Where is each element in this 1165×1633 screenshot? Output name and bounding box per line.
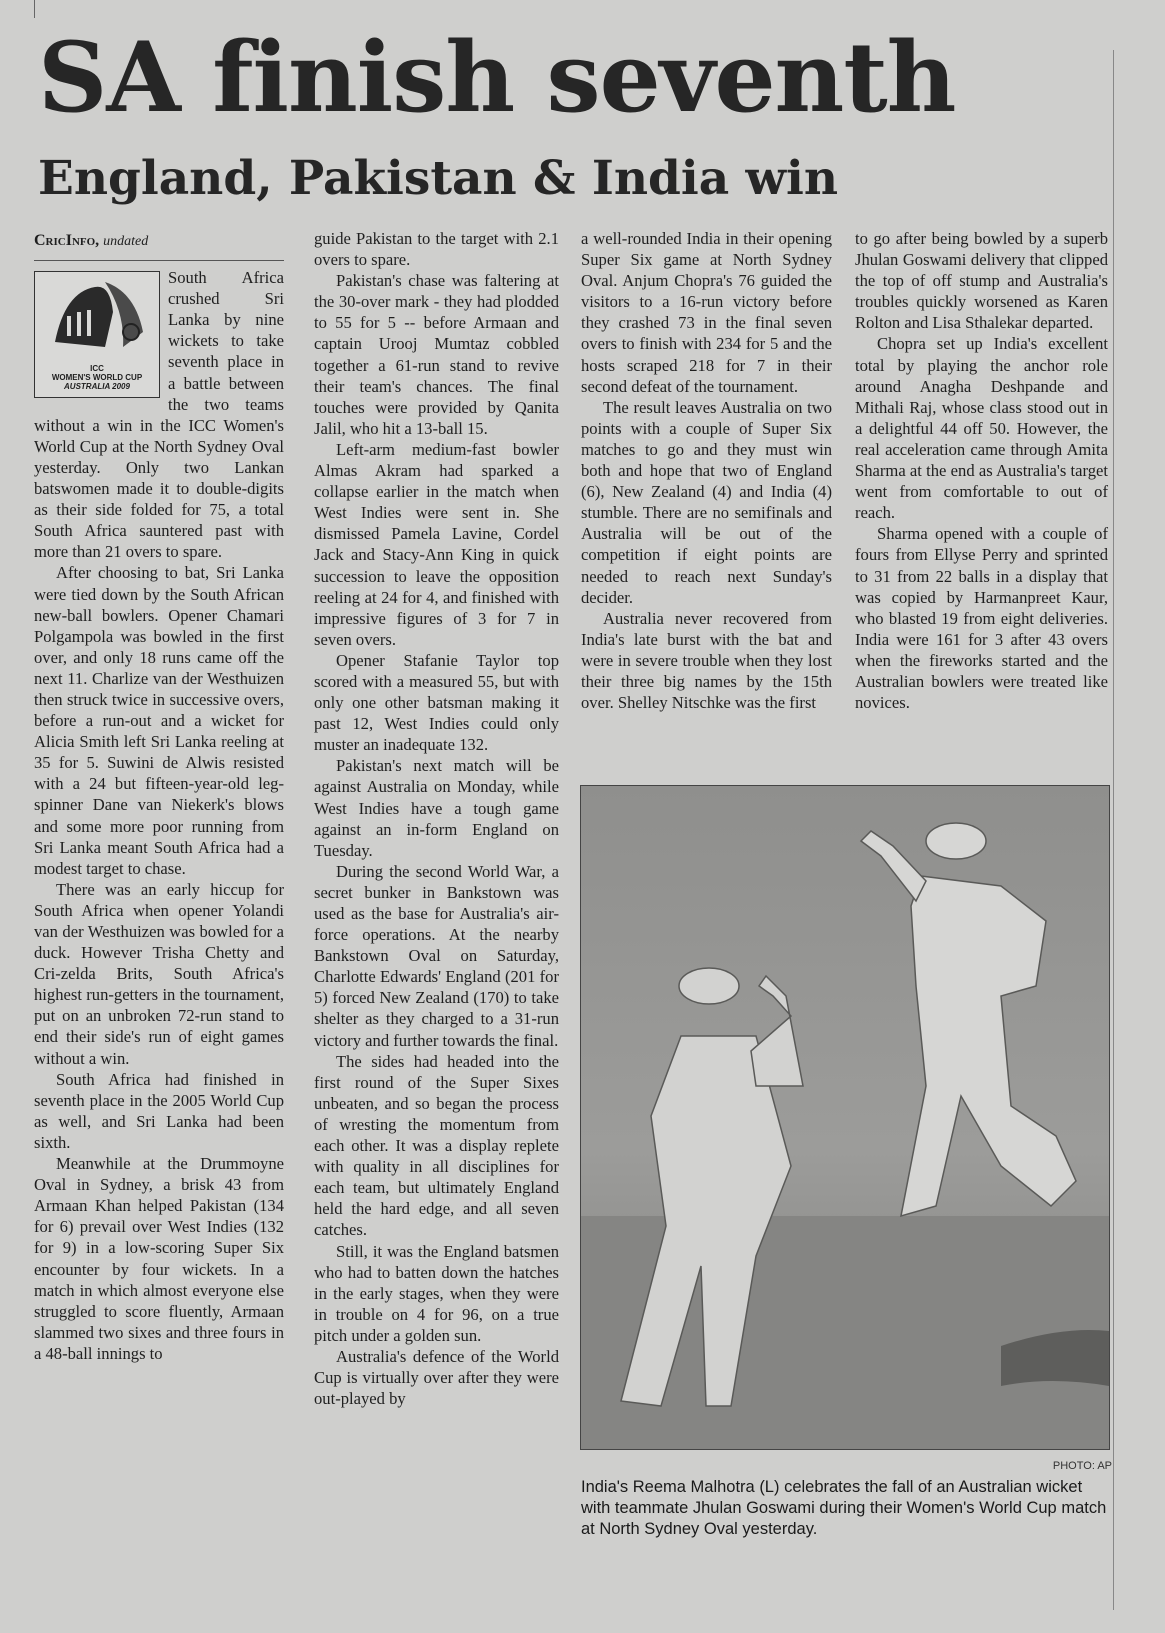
news-photo bbox=[580, 785, 1110, 1450]
byline bbox=[34, 230, 284, 261]
paragraph: Left-arm medium-fast bowler Almas Akram had sparked a collapse earlier in the match when West Indies were sent in. She dismissed Pamela Lavine, Cordel Jack and Stacy-Ann King in quick succession to leave the opposition reeling at 24 for 4, and finished with impressive figures of 3 for 7 in seven overs. bbox=[314, 439, 559, 649]
paragraph: During the second World War, a secret bunker in Bankstown was used as the base for Australia's air-force operations. At the nearby Bankstown Oval on Saturday, Charlotte Edwards' England (201 for 5) forced New Zealand (170) to take shelter as they charged to a 31-run victory and further towards the final. bbox=[314, 861, 559, 1050]
logo-line-3: AUSTRALIA 2009 bbox=[64, 382, 130, 392]
article-column-3 bbox=[581, 228, 832, 713]
paragraph: Sharma opened with a couple of fours from Ellyse Perry and sprinted to 31 from 22 balls in a display that was copied by Harmanpreet Kaur, who blasted 19 from eight deliveries. India were 161 for 3 after 43 overs when the fireworks started and the Australian bowlers were treated like novices. bbox=[855, 524, 1108, 713]
paragraph: The sides had headed into the first round of the Super Sixes unbeaten, and so began the process of wresting the momentum from each other. It was a display replete with quality in all disciplines for each team, but ultimately England held the hard edge, and all seven catches. bbox=[314, 1051, 559, 1240]
world-cup-logo bbox=[34, 271, 160, 398]
article-column-2 bbox=[314, 228, 559, 1409]
paragraph: South Africa crushed Sri Lanka by nine wickets to take seventh place in a battle between the two teams without a win in the ICC Women's World Cup at the North Sydney Oval yesterday. Only two Lankan batswomen made it to double-digits as their side folded for 75, a total South Africa sauntered past with more than 21 overs to spare. bbox=[34, 268, 284, 562]
paragraph: Pakistan's chase was faltering at the 30-over mark - they had plodded to 55 for 5 -- before Armaan and captain Urooj Mumtaz cobbled together a 61-run stand to revive their team's chances. The final touches were provided by Qanita Jalil, who hit a 13-ball 15. bbox=[314, 271, 559, 438]
paragraph: Pakistan's next match will be against Australia on Monday, while West Indies have a tough game against an in-form England on Tuesday. bbox=[314, 756, 559, 860]
column-rule bbox=[34, 0, 35, 18]
paragraph: Australia's defence of the World Cup is virtually over after they were out-played by bbox=[314, 1346, 559, 1409]
cricket-logo-icon bbox=[35, 272, 157, 362]
paragraph: Opener Stafanie Taylor top scored with a measured 55, but with only one other batsman making it past 12, West Indies could only muster an inadequate 132. bbox=[314, 650, 559, 755]
article-column-4 bbox=[855, 228, 1108, 713]
logo-line-2: WOMEN'S WORLD CUP bbox=[51, 373, 143, 383]
subheadline: England, Pakistan & India win bbox=[38, 151, 839, 206]
paragraph: There was an early hiccup for South Africa when opener Yolandi van der Westhuizen was bowled for a duck. However Trisha Chetty and Cri-zelda Brits, South Africa's highest run-getters in the tournament, put on an unbroken 72-run stand to end their side's run of eight games without a win. bbox=[34, 879, 284, 1068]
cricketers-celebrating-photo bbox=[581, 786, 1109, 1449]
paragraph: Chopra set up India's excellent total by playing the anchor role around Anagha Deshpande and Mithali Raj, whose class stood out in a delightful 44 off 50. However, the real acceleration came through Amita Sharma at the end as Australia's target went from comfortable to out of reach. bbox=[855, 334, 1108, 523]
byline-source: CricInfo, bbox=[34, 232, 100, 249]
headline: SA finish seventh bbox=[38, 21, 956, 134]
column-rule bbox=[1113, 50, 1114, 1610]
logo-line-1: ICC bbox=[90, 364, 104, 374]
paragraph: South Africa had finished in seventh place in the 2005 World Cup as well, and Sri Lanka had been sixth. bbox=[34, 1069, 284, 1152]
paragraph: Still, it was the England batsmen who had to batten down the hatches in the early stages, when they were in trouble on 4 for 96, on a true pitch under a golden sun. bbox=[314, 1241, 559, 1345]
paragraph: to go after being bowled by a superb Jhulan Goswami delivery that clipped the top of off stump and Australia's troubles quickly worsened as Karen Rolton and Lisa Sthalekar departed. bbox=[855, 229, 1108, 333]
paragraph: The result leaves Australia on two points with a couple of Super Six matches to go and they must win both and hope that two of England (6), New Zealand (4) and India (4) stumble. There are no semifinals and Australia will be out of the competition if eight points are needed to reach next Sunday's decider. bbox=[581, 397, 832, 607]
paragraph: After choosing to bat, Sri Lanka were tied down by the South African new-ball bowlers. Opener Chamari Polgampola was bowled in the first over, and only 18 runs came off the next 11. Charlize van der Westhuizen then struck twice in successive overs, before a run-out and a wicket for Alicia Smith left Sri Lanka reeling at 35 for 5. Suwini de Alwis resisted with a 24 but fifteen-year-old leg-spinner Dane van Niekerk's blows and some more poor running from Sri Lanka meant South Africa had a modest target to chase. bbox=[34, 563, 284, 878]
photo-caption: India's Reema Malhotra (L) celebrates the fall of an Australian wicket with teammate Jhulan Goswami during their Women's World Cup match at North Sydney Oval yesterday. bbox=[581, 1478, 1107, 1538]
paragraph: guide Pakistan to the target with 2.1 overs to spare. bbox=[314, 229, 559, 270]
photo-credit: PHOTO: AP bbox=[1052, 1460, 1112, 1472]
paragraph: Australia never recovered from India's late burst with the bat and were in severe trouble when they lost their three big names by the 15th over. Shelley Nitschke was the first bbox=[581, 608, 832, 713]
article-column-1 bbox=[34, 230, 284, 1364]
paragraph: a well-rounded India in their opening Super Six game at North Sydney Oval. Anjum Chopra's 76 guided the visitors to a 16-run victory before they crashed 73 in the final seven overs to finish with 234 for 5 and the hosts scraped 218 for 7 in their second defeat of the tournament. bbox=[581, 229, 832, 396]
paragraph: Meanwhile at the Drummoyne Oval in Sydney, a brisk 43 from Armaan Khan helped Pakistan (134 for 6) prevail over West Indies (132 for 9) in a low-scoring Super Six encounter by four wickets. In a match in which almost everyone else struggled to score fluently, Armaan slammed two sixes and three fours in a 48-ball innings to bbox=[34, 1154, 284, 1363]
byline-note: undated bbox=[103, 234, 149, 249]
